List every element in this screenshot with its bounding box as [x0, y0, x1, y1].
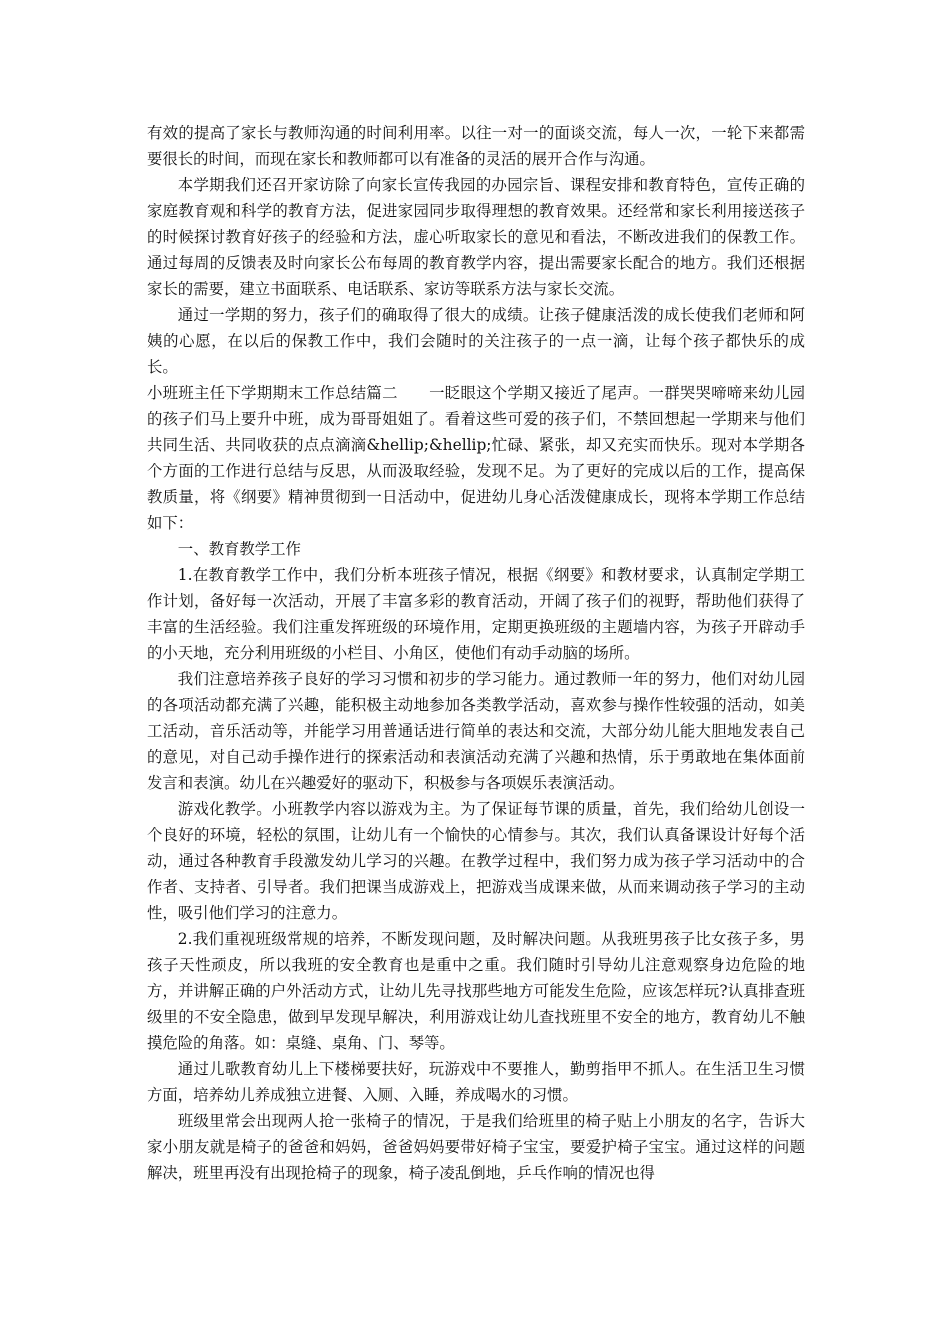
- paragraph-3: 通过一学期的努力，孩子们的确取得了很大的成绩。让孩子健康活泼的成长使我们老师和阿姨的心愿，在以后的保教工作中，我们会随时的关注孩子的一点一滴，让每个孩子都快乐的成长。: [147, 306, 805, 376]
- document-body: [147, 120, 805, 1186]
- paragraph-9: 2.我们重视班级常规的培养，不断发现问题，及时解决问题。从我班男孩子比女孩子多，男孩子天性顽皮，所以我班的安全教育也是重中之重。我们随时引导幼儿注意观察身边危险的地方，并讲解正确的户外活动方式，让幼儿先寻找那些地方可能发生危险，应该怎样玩?认真排查班级里的不安全隐患，做到早发现早解决，利用游戏让幼儿查找班里不安全的地方，教育幼儿不触摸危险的角落。如：桌缝、桌角、门、琴等。: [147, 930, 805, 1052]
- paragraph-10: 通过儿歌教育幼儿上下楼梯要扶好，玩游戏中不要推人，勤剪指甲不抓人。在生活卫生习惯方面，培养幼儿养成独立进餐、入厕、入睡，养成喝水的习惯。: [147, 1060, 805, 1104]
- paragraph-2: 本学期我们还召开家访除了向家长宣传我园的办园宗旨、课程安排和教育特色，宣传正确的家庭教育观和科学的教育方法，促进家园同步取得理想的教育效果。还经常和家长利用接送孩子的时候探讨教育好孩子的经验和方法，虚心听取家长的意见和看法，不断改进我们的保教工作。通过每周的反馈表及时向家长公布每周的教育教学内容，提出需要家长配合的地方。我们还根据家长的需要，建立书面联系、电话联系、家访等联系方法与家长交流。: [147, 176, 805, 298]
- paragraph-8: 游戏化教学。小班教学内容以游戏为主。为了保证每节课的质量，首先，我们给幼儿创设一个良好的环境，轻松的氛围，让幼儿有一个愉快的心情参与。其次，我们认真备课设计好每个活动，通过各种教育手段激发幼儿学习的兴趣。在教学过程中，我们努力成为孩子学习活动中的合作者、支持者、引导者。我们把课当成游戏上，把游戏当成课来做，从而来调动孩子学习的主动性，吸引他们学习的注意力。: [147, 800, 805, 922]
- section-heading: 一、教育教学工作: [177, 540, 301, 558]
- paragraph-6: 1.在教育教学工作中，我们分析本班孩子情况，根据《纲要》和教材要求，认真制定学期工作计划，备好每一次活动，开展了丰富多彩的教育活动，开阔了孩子们的视野，帮助他们获得了丰富的生活经验。我们注重发挥班级的环境作用，定期更换班级的主题墙内容，为孩子开辟动手的小天地，充分利用班级的小栏目、小角区，使他们有动手动脑的场所。: [147, 566, 805, 662]
- paragraph-1: 有效的提高了家长与教师沟通的时间利用率。以往一对一的面谈交流，每人一次，一轮下来都需要很长的时间，而现在家长和教师都可以有准备的灵活的展开合作与沟通。: [147, 124, 805, 168]
- paragraph-4-title: 小班班主任下学期期末工作总结篇二 一眨眼这个学期又接近了尾声。一群哭哭啼啼来幼儿园的孩子们马上要升中班，成为哥哥姐姐了。看着这些可爱的孩子们，不禁回想起一学期来与他们共同生活、共同收获的点点滴滴&hellip;&hellip;忙碌、紧张，却又充实而快乐。现对本学期各个方面的工作进行总结与反思，从而汲取经验，发现不足。为了更好的完成以后的工作，提高保教质量，将《纲要》精神贯彻到一日活动中，促进幼儿身心活泼健康成长，现将本学期工作总结如下：: [147, 384, 805, 532]
- paragraph-7: 我们注意培养孩子良好的学习习惯和初步的学习能力。通过教师一年的努力，他们对幼儿园的各项活动都充满了兴趣，能积极主动地参加各类教学活动，喜欢参与操作性较强的活动，如美工活动，音乐活动等，并能学习用普通话进行简单的表达和交流，大部分幼儿能大胆地发表自己的意见，对自己动手操作进行的探索活动和表演活动充满了兴趣和热情，乐于勇敢地在集体面前发言和表演。幼儿在兴趣爱好的驱动下，积极参与各项娱乐表演活动。: [147, 670, 805, 792]
- paragraph-11: 班级里常会出现两人抢一张椅子的情况，于是我们给班里的椅子贴上小朋友的名字，告诉大家小朋友就是椅子的爸爸和妈妈，爸爸妈妈要带好椅子宝宝，要爱护椅子宝宝。通过这样的问题解决，班里再没有出现抢椅子的现象，椅子凌乱倒地，乒乓作响的情况也得: [147, 1112, 805, 1182]
